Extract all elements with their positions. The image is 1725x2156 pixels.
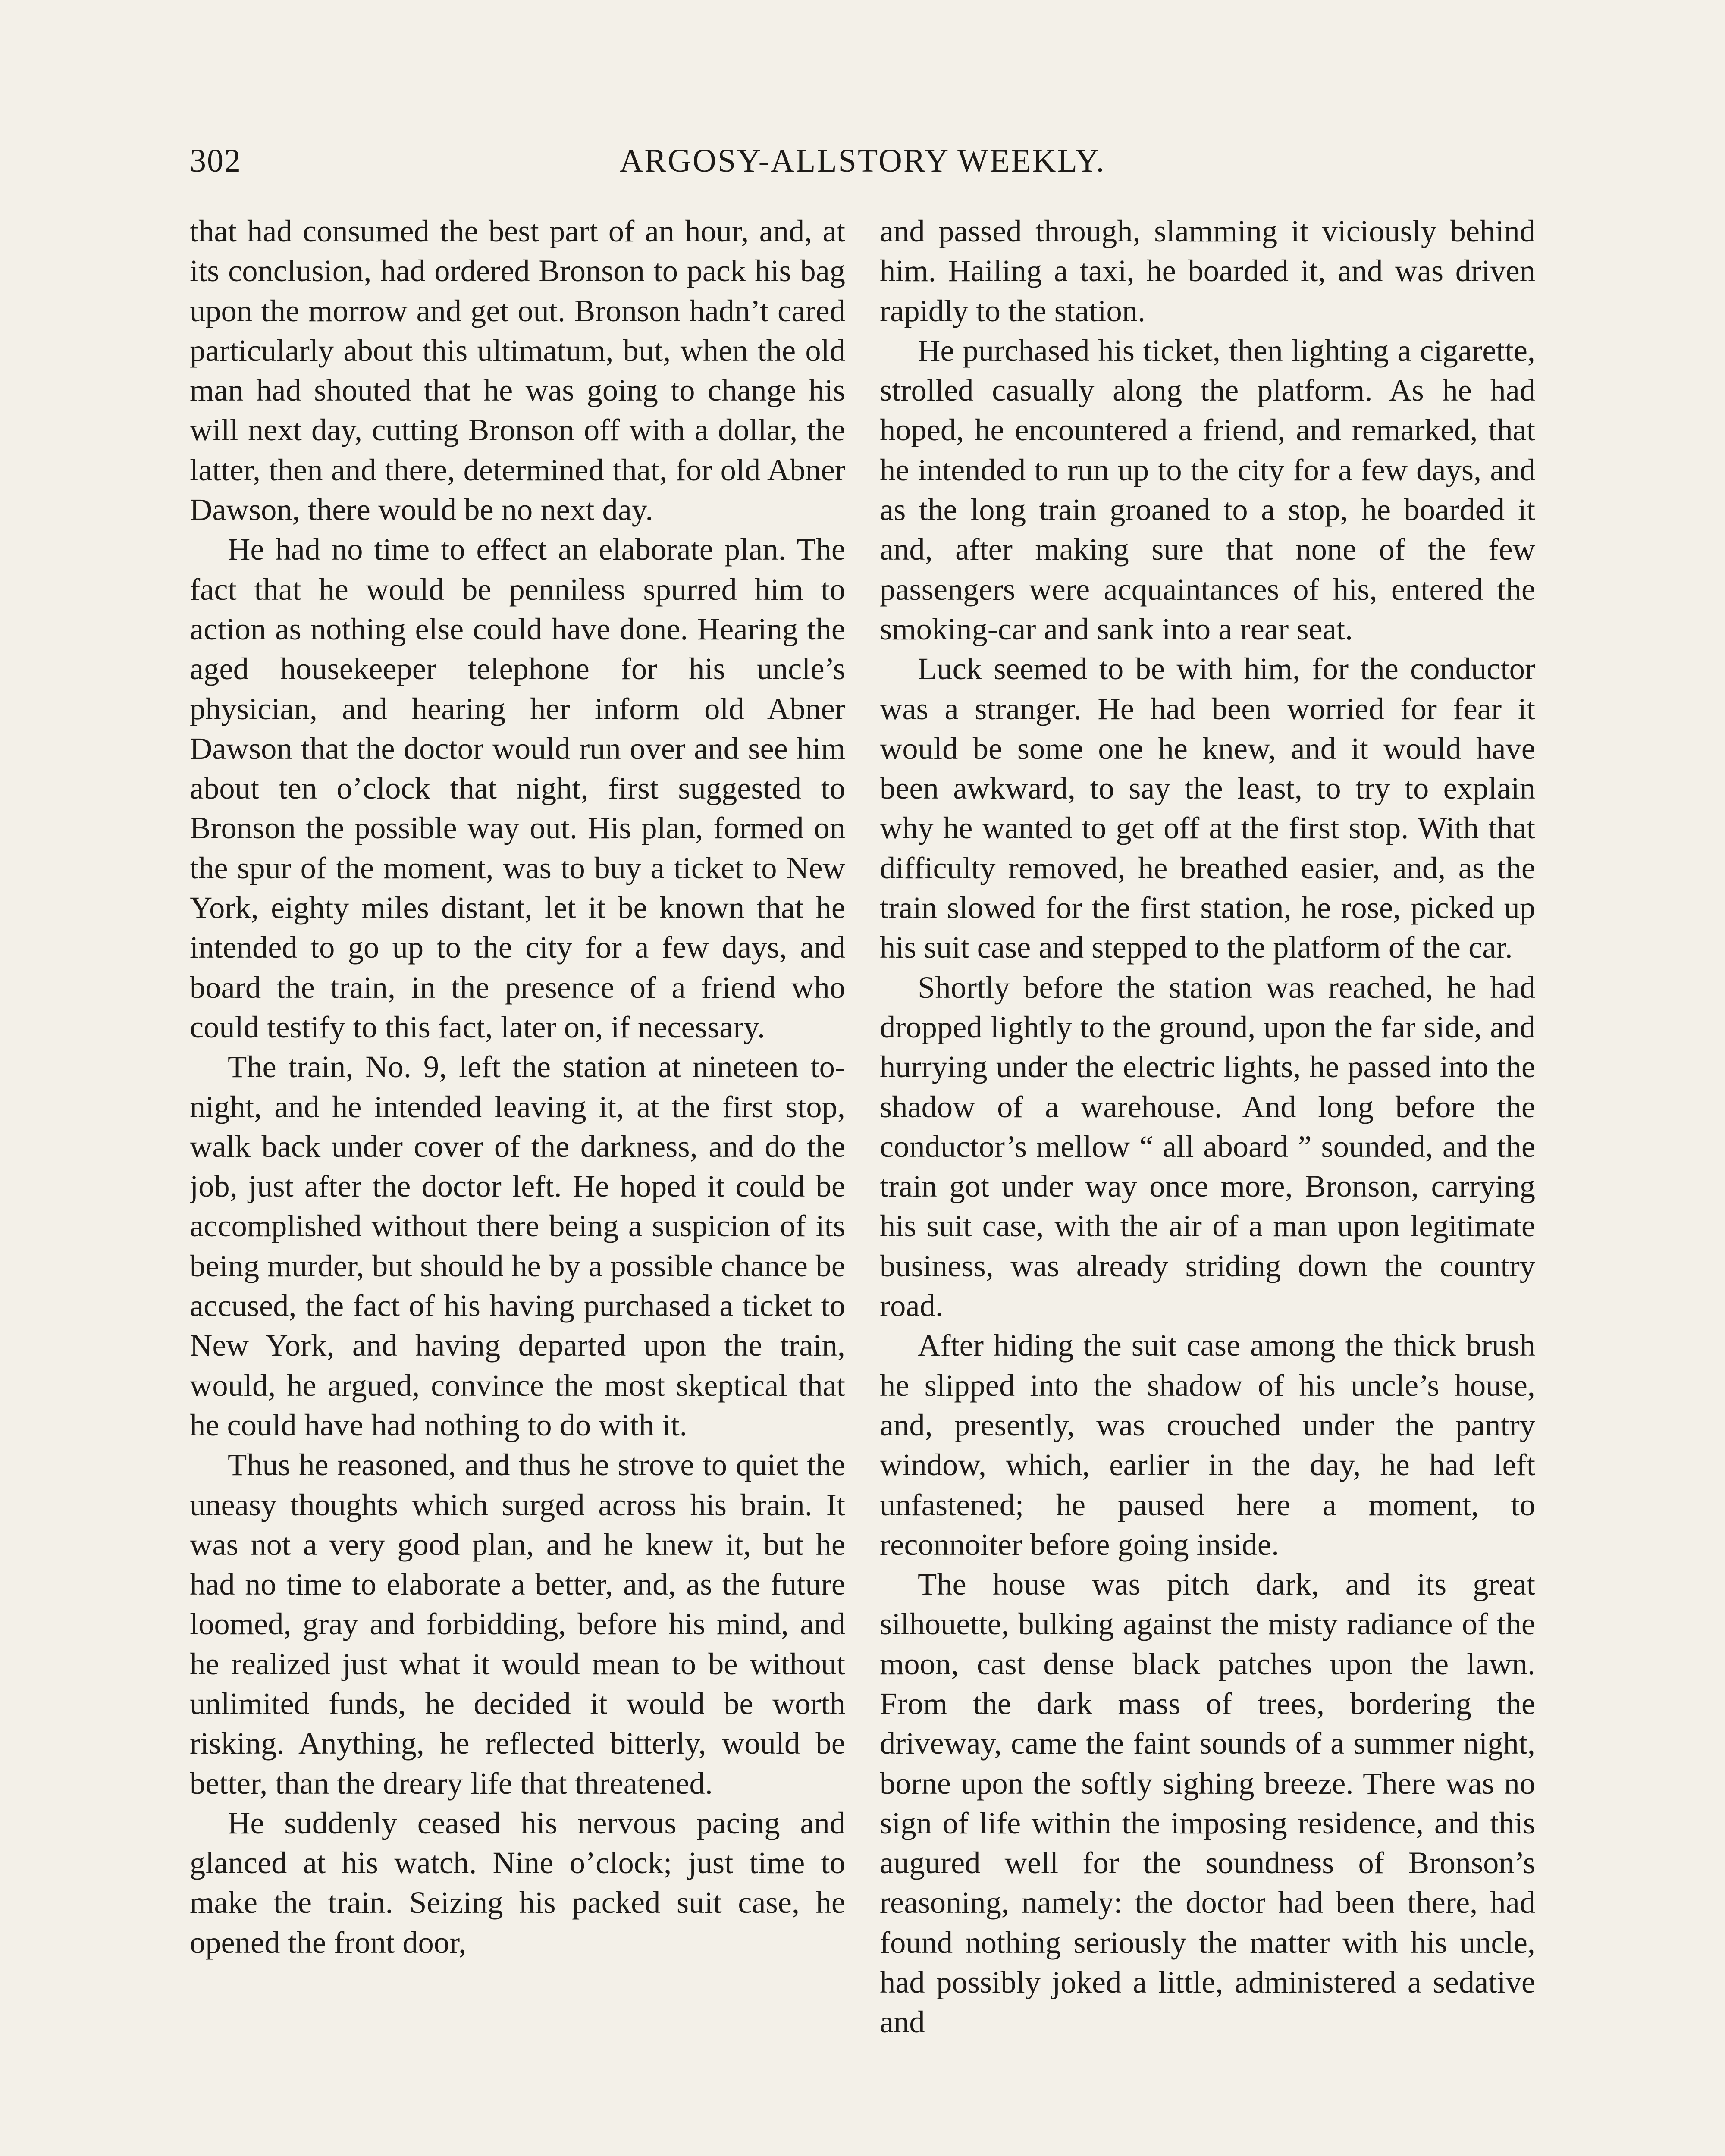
paragraph: and passed through, slamming it viciously behind him. Hailing a taxi, he boarded it, and was driven rapidly to the station. xyxy=(880,213,1535,328)
paragraph: After hiding the suit case among the thick brush he slipped into the shadow of his uncle’s house, and, presently, was crouched under the pantry window, which, earlier in the day, he had left unfastened; he paused here a moment, to reconnoiter before going inside. xyxy=(880,1328,1535,1562)
page-number: 302 xyxy=(190,143,242,179)
left-column xyxy=(190,211,845,2156)
paragraph: that had consumed the best part of an hour, and, at its conclusion, had ordered Bronson to pack his bag upon the morrow and get out. Bronson hadn’t cared particularly about this ultimatum, but, when the old man had shouted that he was going to change his will next day, cutting Bronson off with a dollar, the latter, then and there, determined that, for old Abner Dawson, there would be no next day. xyxy=(190,213,845,527)
paragraph: Thus he reasoned, and thus he strove to quiet the uneasy thoughts which surged across his brain. It was not a very good plan, and he knew it, but he had no time to elaborate a better, and, as the future loomed, gray and forbidding, before his mind, and he realized just what it would mean to be without unlimited funds, he decided it would be worth risking. Anything, he reflected bitterly, would be better, than the dreary life that threatened. xyxy=(190,1447,845,1801)
paragraph: He suddenly ceased his nervous pacing and glanced at his watch. Nine o’clock; just time to make the train. Seizing his packed suit case, he opened the front door, xyxy=(190,1805,845,1960)
paragraph: Luck seemed to be with him, for the conductor was a stranger. He had been worried for fear it would be some one he knew, and it would have been awkward, to say the least, to try to explain why he wanted to get off at the first stop. With that difficulty removed, he breathed easier, and, as the train slowed for the first station, he rose, picked up his suit case and stepped to the platform of the car. xyxy=(880,651,1535,965)
running-head: ARGOSY-ALLSTORY WEEKLY. xyxy=(619,143,1106,179)
paragraph: He had no time to effect an elaborate plan. The fact that he would be penniless spurred him to action as nothing else could have done. Hearing the aged housekeeper telephone for his uncle’s physician, and hearing her inform old Abner Dawson that the doctor would run over and see him about ten o’clock that night, first suggested to Bronson the possible way out. His plan, formed on the spur of the moment, was to buy a ticket to New York, eighty miles distant, let it be known that he intended to go up to the city for a few days, and board the train, in the presence of a friend who could testify to this fact, later on, if necessary. xyxy=(190,532,845,1044)
paragraph: Shortly before the station was reached, he had dropped lightly to the ground, upon the far side, and hurrying under the electric lights, he passed into the shadow of a warehouse. And long before the conductor’s mellow “ all aboard ” sounded, and the train got under way once more, Bronson, carrying his suit case, with the air of a man upon legitimate business, was already striding down the country road. xyxy=(880,969,1535,1323)
paragraph: The house was pitch dark, and its great silhouette, bulking against the misty radiance of the moon, cast dense black patches upon the lawn. From the dark mass of trees, bordering the driveway, came the faint sounds of a summer night, borne upon the softly sighing breeze. There was no sign of life within the imposing residence, and this augured well for the soundness of Bronson’s reasoning, namely: the doctor had been there, had found nothing seriously the matter with his uncle, had possibly joked a little, administered a sedative and xyxy=(880,1567,1535,2040)
page-header xyxy=(190,142,1535,194)
paragraph: The train, No. 9, left the station at nineteen to-night, and he intended leaving it, at the first stop, walk back under cover of the darkness, and do the job, just after the doctor left. He hoped it could be accomplished without there being a suspicion of its being murder, but should he by a possible chance be accused, the fact of his having purchased a ticket to New York, and having departed upon the train, would, he argued, convince the most skeptical that he could have had nothing to do with it. xyxy=(190,1049,845,1442)
paragraph: He purchased his ticket, then lighting a cigarette, strolled casually along the platform. As he had hoped, he encountered a friend, and remarked, that he intended to run up to the city for a few days, and as the long train groaned to a stop, he boarded it and, after making sure that none of the few passengers were acquaintances of his, entered the smoking-car and sank into a rear seat. xyxy=(880,332,1535,646)
right-column xyxy=(880,211,1535,2156)
